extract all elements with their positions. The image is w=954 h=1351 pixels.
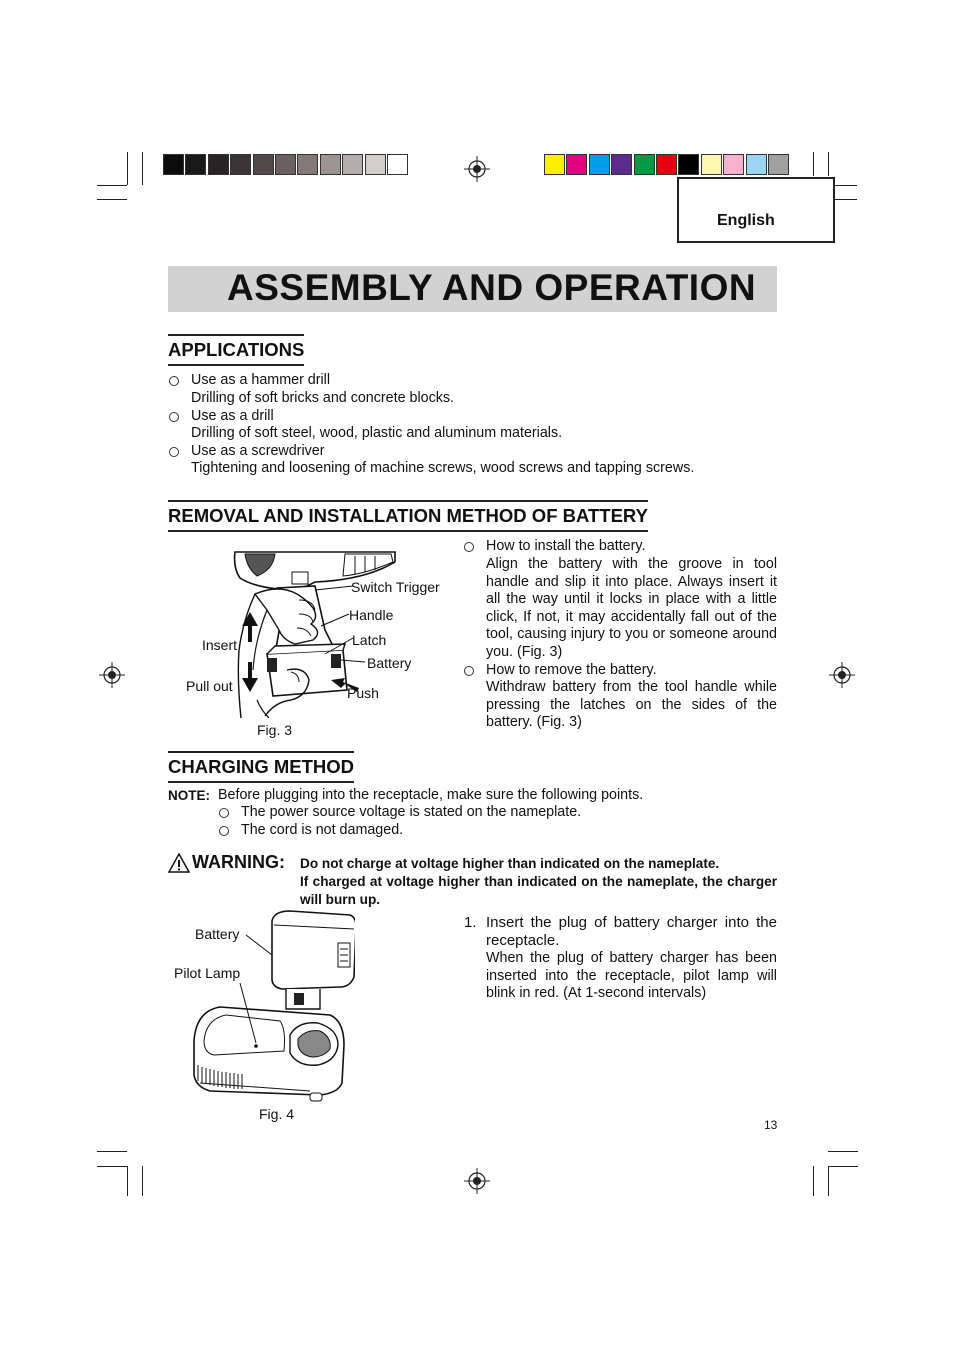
crop-mark xyxy=(97,185,127,186)
warning-line1: Do not charge at voltage higher than indicated on the nameplate. xyxy=(300,856,720,871)
crop-mark xyxy=(97,199,127,200)
color-swatch xyxy=(253,154,274,175)
language-label: English xyxy=(717,212,775,229)
bullet-circle-icon xyxy=(169,447,179,457)
color-swatch xyxy=(297,154,318,175)
color-swatch xyxy=(768,154,789,175)
fig3-caption: Fig. 3 xyxy=(257,722,293,738)
crop-mark xyxy=(813,1166,814,1196)
application-title: Use as a drill xyxy=(191,408,274,424)
color-swatch xyxy=(185,154,206,175)
color-swatch xyxy=(544,154,565,175)
charging-heading: CHARGING METHOD xyxy=(168,751,354,783)
crop-mark xyxy=(97,1151,127,1152)
warning-label: WARNING: xyxy=(192,852,285,872)
color-swatch xyxy=(275,154,296,175)
install-title: How to install the battery. xyxy=(486,538,646,554)
color-swatch xyxy=(230,154,251,175)
crop-mark xyxy=(813,152,814,176)
bullet-circle-icon xyxy=(219,826,229,836)
color-swatch xyxy=(746,154,767,175)
step1-number: 1. xyxy=(464,914,477,931)
color-swatch xyxy=(678,154,699,175)
page-title: ASSEMBLY AND OPERATION xyxy=(227,267,757,308)
fig3-label-insert: Insert xyxy=(202,637,238,653)
crop-mark xyxy=(835,199,857,200)
application-desc: Tightening and loosening of machine screws, wood screws and tapping screws. xyxy=(191,460,695,476)
crop-mark xyxy=(828,1166,858,1167)
crop-mark xyxy=(127,152,128,185)
crop-mark xyxy=(828,1151,858,1152)
page-number: 13 xyxy=(764,1118,778,1132)
fig4-label-battery: Battery xyxy=(195,926,240,942)
crop-mark xyxy=(142,1166,143,1196)
crop-mark xyxy=(127,1166,128,1196)
registration-target-icon xyxy=(99,662,125,688)
color-swatch xyxy=(656,154,677,175)
bullet-circle-icon xyxy=(464,666,474,676)
applications-heading: APPLICATIONS xyxy=(168,334,304,366)
battery-section-heading: REMOVAL AND INSTALLATION METHOD OF BATTERY xyxy=(168,500,648,532)
remove-text: Withdraw battery from the tool handle while pressing the latches on the sides of the battery. (Fig. 3) xyxy=(486,679,777,731)
color-swatch xyxy=(208,154,229,175)
crop-mark xyxy=(97,1166,127,1167)
fig3-label-push: Push xyxy=(347,685,379,701)
color-swatch xyxy=(566,154,587,175)
color-swatch xyxy=(634,154,655,175)
drill-battery-illustration xyxy=(195,550,460,720)
bullet-circle-icon xyxy=(464,542,474,552)
step1-text: When the plug of battery charger has been inserted into the receptacle, pilot lamp will blink in red. (At 1-second intervals) xyxy=(486,950,777,1002)
color-swatch xyxy=(387,154,408,175)
crop-mark xyxy=(828,1166,829,1196)
color-swatch xyxy=(611,154,632,175)
fig3-label-handle: Handle xyxy=(349,607,394,623)
fig4-label-pilot-lamp: Pilot Lamp xyxy=(174,965,241,981)
color-swatch xyxy=(365,154,386,175)
fig3-label-latch: Latch xyxy=(352,632,387,648)
fig3-label-switch-trigger: Switch Trigger xyxy=(351,579,440,595)
application-desc: Drilling of soft bricks and concrete blocks. xyxy=(191,390,455,406)
fig3-label-pull-out: Pull out xyxy=(186,678,233,694)
note-item: The power source voltage is stated on the nameplate. xyxy=(241,804,582,820)
remove-title: How to remove the battery. xyxy=(486,662,657,678)
registration-target-icon xyxy=(464,156,490,182)
warning-line2: If charged at voltage higher than indicated on the nameplate, the charger will burn up. xyxy=(300,874,777,907)
application-title: Use as a hammer drill xyxy=(191,372,331,388)
application-title: Use as a screwdriver xyxy=(191,443,325,459)
color-swatch xyxy=(342,154,363,175)
fig3-label-battery: Battery xyxy=(367,655,412,671)
fig4-caption: Fig. 4 xyxy=(259,1106,295,1122)
color-swatch xyxy=(589,154,610,175)
bullet-circle-icon xyxy=(219,808,229,818)
note-item: The cord is not damaged. xyxy=(241,822,404,838)
registration-target-icon xyxy=(829,662,855,688)
warning-triangle-icon xyxy=(168,853,190,873)
crop-mark xyxy=(828,152,829,176)
color-swatch xyxy=(163,154,184,175)
crop-mark xyxy=(835,185,857,186)
language-tab xyxy=(677,177,835,243)
color-swatch xyxy=(701,154,722,175)
application-desc: Drilling of soft steel, wood, plastic and aluminum materials. xyxy=(191,425,563,441)
registration-target-icon xyxy=(464,1168,490,1194)
install-text: Align the battery with the groove in tool handle and slip it into place. Always insert it all the way until it locks in place with a little click, If not, it may accidentally fall out of the tool, causing injury to you or someone around you. (Fig. 3) xyxy=(486,556,777,660)
bullet-circle-icon xyxy=(169,376,179,386)
crop-mark xyxy=(142,152,143,185)
bullet-circle-icon xyxy=(169,412,179,422)
color-swatch xyxy=(723,154,744,175)
step1-title: Insert the plug of battery charger into the receptacle. xyxy=(486,914,777,949)
note-text: Before plugging into the receptacle, make sure the following points. xyxy=(218,787,644,803)
note-label: NOTE: xyxy=(168,788,210,803)
color-swatch xyxy=(320,154,341,175)
